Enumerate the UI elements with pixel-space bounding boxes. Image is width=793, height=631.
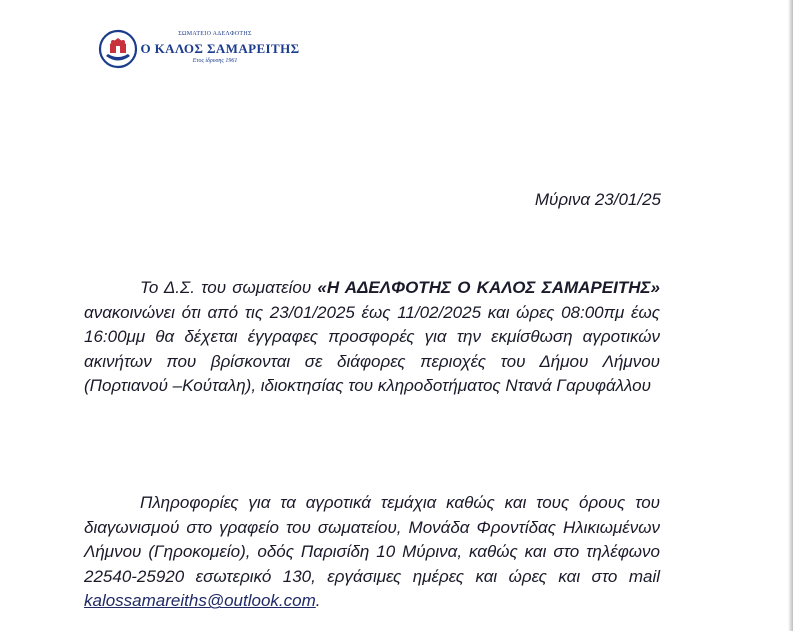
- announcement-body: ανακοινώνει ότι από τις 23/01/2025 έως 11/02/2025 και ώρες 08:00πμ έως 16:00μμ θα δέχεται έγγραφες προσφορές για την εκμίσθωση αγροτικών ακινήτων που βρίσκονται σε διάφορες περιοχές του Δήμου Λήμνου (Πορτιανού –Κούταλη), ιδιοκτησίας του κληροδοτήματος Ντανά Γαρυφάλλου: [84, 302, 660, 396]
- organization-label: ΣΩΜΑΤΕΙΟ ΑΔΕΛΦΟΤΗΣ: [178, 31, 252, 37]
- announcement-lead: Το Δ.Σ. του σωματείου: [140, 278, 318, 297]
- samaritan-emblem-icon: [98, 29, 138, 69]
- organization-title-bold: «Η ΑΔΕΛΦΟΤΗΣ Ο ΚΑΛΟΣ ΣΑΜΑΡΕΙΤΗΣ»: [317, 278, 660, 297]
- organization-founded: Ετος ίδρυσης 1961: [192, 58, 238, 64]
- page-edge-shadow: [788, 0, 793, 631]
- organization-logo: [98, 27, 298, 71]
- information-end: .: [315, 591, 321, 611]
- document-date: Μύρινα 23/01/25: [534, 190, 661, 209]
- announcement-paragraph: [84, 276, 660, 399]
- information-paragraph: [84, 491, 660, 614]
- information-body: Πληροφορίες για τα αγροτικά τεμάχια καθώς και τους όρους του διαγωνισμού στο γραφείο του σωματείου, Μονάδα Φροντίδας Ηλικιωμένων Λήμνου (Γηροκομείο), οδός Παρισίδη 10 Μύρινα, καθώς και στο τηλέφωνο 22540-25920 εσωτερικό 130, εργάσιμες ημέρες και ώρες και στο mail: [84, 493, 660, 586]
- contact-email-link[interactable]: kalossamareiths@outlook.com: [84, 591, 316, 611]
- organization-name: Ο ΚΑΛΟΣ ΣΑΜΑΡΕΙΤΗΣ: [140, 41, 300, 56]
